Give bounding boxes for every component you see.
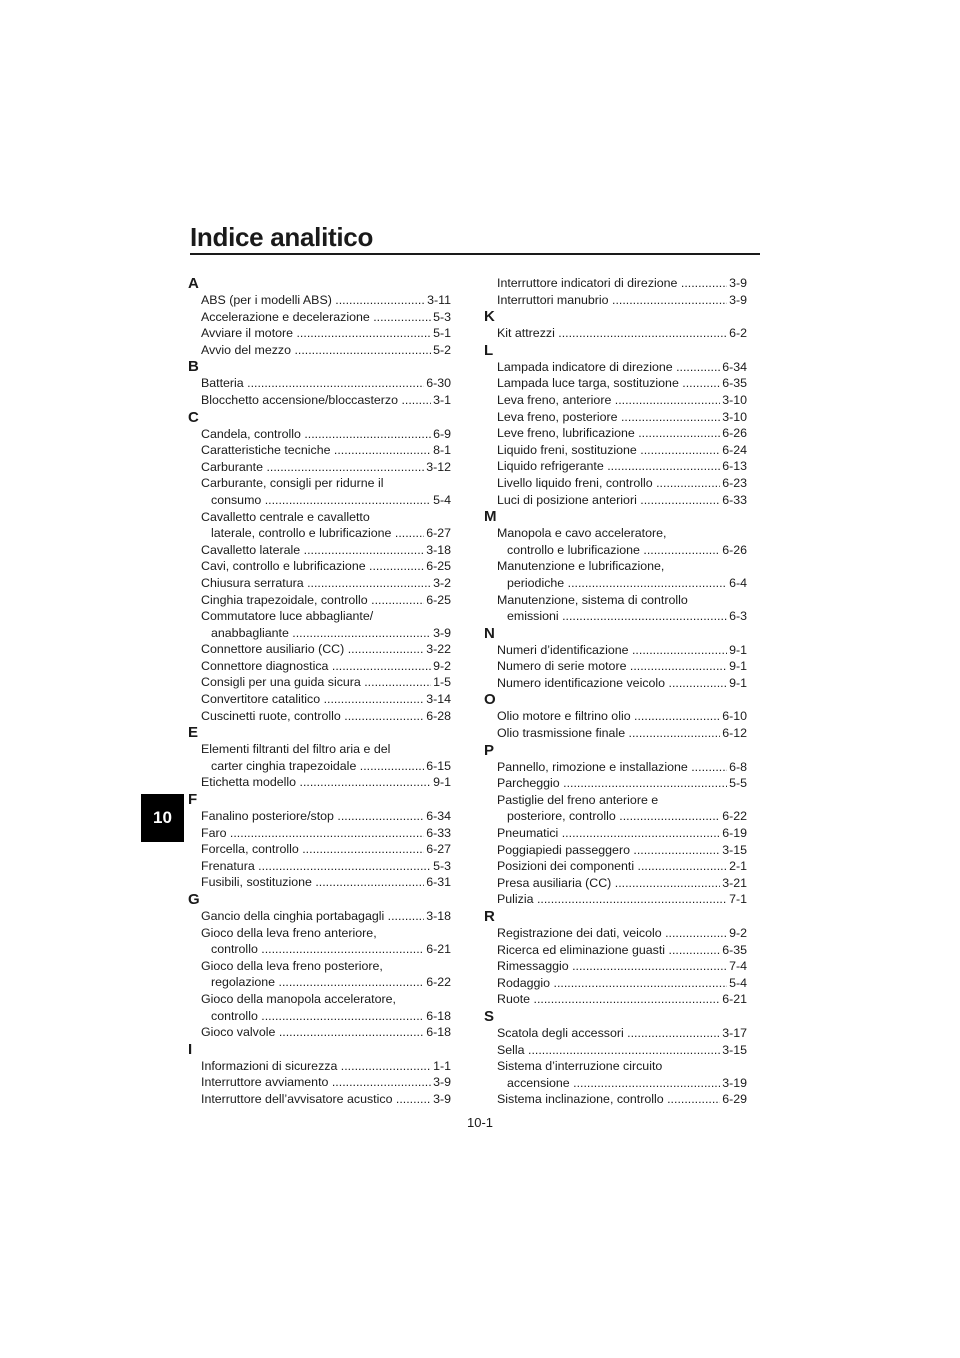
index-entry-page: 9-1: [433, 775, 451, 790]
index-column-right: [484, 275, 747, 1108]
index-entry-page: 9-1: [729, 675, 747, 690]
page-title: Indice analitico: [190, 222, 374, 252]
index-entry-term: Cinghia trapezoidale, controllo .....: [201, 592, 451, 609]
index-entry-page: 6-22: [426, 975, 451, 990]
index-entry-page: 8-1: [433, 443, 451, 458]
index-entry: [188, 874, 451, 891]
index-entry: [188, 708, 451, 725]
index-entry-page: 1-5: [433, 675, 451, 690]
index-entry: [484, 925, 747, 942]
index-entry-page: 3-10: [722, 392, 747, 407]
index-entry-page: 7-4: [729, 959, 747, 974]
index-letter-e: E: [188, 724, 199, 742]
index-entry-page: 3-15: [722, 842, 747, 857]
index-entry-term: Liquido refrigerante .....: [497, 458, 747, 475]
index-entry: [188, 1074, 451, 1091]
index-entry-term: consumo .....: [201, 492, 451, 509]
index-letter-a: A: [188, 275, 199, 292]
index-entry: [484, 1058, 747, 1091]
index-entry-page: 6-2: [729, 326, 747, 341]
index-entry-term: Lampada luce targa, sostituzione .....: [497, 375, 747, 392]
index-letter-g: G: [188, 891, 200, 908]
index-entry: [188, 691, 451, 708]
index-entry: [188, 509, 451, 542]
index-entry: [484, 991, 747, 1008]
index-entry: [188, 292, 451, 309]
index-entry-term: Numero di serie motore .....: [497, 658, 747, 675]
index-entry: [484, 642, 747, 659]
index-entry-term: Cuscinetti ruote, controllo .....: [201, 708, 451, 725]
index-entry: [484, 425, 747, 442]
index-entry-term: emissioni .....: [497, 608, 747, 625]
index-entry-term: Ricerca ed eliminazione guasti .....: [497, 942, 747, 959]
index-entry-page: 6-15: [426, 758, 451, 773]
index-entry: [484, 975, 747, 992]
index-letter-s: S: [484, 1007, 495, 1025]
index-entry-term: Ruote .....: [497, 991, 747, 1008]
index-entry: [188, 925, 451, 958]
index-entry: [484, 942, 747, 959]
index-entry-page: 6-24: [722, 442, 747, 457]
index-entry: [484, 825, 747, 842]
index-entry: [484, 891, 747, 908]
index-entry: [484, 292, 747, 309]
index-entry-page: 6-21: [722, 992, 747, 1007]
index-entry-term: Convertitore catalitico .....: [201, 691, 451, 708]
index-entry-page: 3-21: [722, 875, 747, 890]
index-entry: [484, 675, 747, 692]
index-column-left: [188, 275, 451, 1108]
index-entry-term: Accelerazione e decelerazione .....: [201, 309, 451, 326]
index-entry-page: 6-34: [722, 359, 747, 374]
index-entry-page: 6-3: [729, 609, 747, 624]
index-letter-c: C: [188, 408, 199, 426]
index-entry: [484, 392, 747, 409]
index-entry-term: Cavalletto laterale .....: [201, 542, 451, 559]
index-entry-term: Numeri d’identificazione .....: [497, 642, 747, 659]
index-entry: [188, 958, 451, 991]
index-entry-term: Interruttori manubrio .....: [497, 292, 747, 309]
index-entry-term: Gioco valvole .....: [201, 1024, 451, 1041]
index-entry-term: Interruttore indicatori di direzione .....: [497, 275, 747, 292]
index-entry: [484, 1091, 747, 1108]
index-entry-page: 6-35: [722, 942, 747, 957]
index-entry-page: 3-9: [729, 292, 747, 307]
index-entry-term: Parcheggio .....: [497, 775, 747, 792]
index-entry-page: 6-35: [722, 376, 747, 391]
index-entry-page: 5-2: [433, 342, 451, 357]
index-entry-page: 6-33: [722, 492, 747, 507]
index-entry-term: carter cinghia trapezoidale .....: [201, 758, 451, 775]
index-entry-term: Informazioni di sicurezza .....: [201, 1058, 451, 1075]
index-entry: [484, 442, 747, 459]
index-entry: [484, 958, 747, 975]
index-entry: [188, 426, 451, 443]
index-entry-term: Connettore diagnostica .....: [201, 658, 451, 675]
index-entry-page: 5-1: [433, 326, 451, 341]
index-entry: [188, 858, 451, 875]
index-entry-term: ABS (per i modelli ABS) .....: [201, 292, 451, 309]
index-entry-term: Fusibili, sostituzione .....: [201, 874, 451, 891]
index-entry-term: Pannello, rimozione e installazione .....: [497, 759, 747, 776]
index-entry-term: Sella .....: [497, 1042, 747, 1059]
index-letter-o: O: [484, 691, 496, 709]
index-entry-term: Avvio del mezzo .....: [201, 342, 451, 359]
index-entry-page: 6-18: [426, 1025, 451, 1040]
index-entry: [188, 674, 451, 691]
index-entry: [188, 542, 451, 559]
index-entry-page: 6-22: [722, 809, 747, 824]
index-entry-term: Connettore ausiliario (CC) .....: [201, 641, 451, 658]
index-entry-term: Numero identificazione veicolo .....: [497, 675, 747, 692]
index-entry-term: Interruttore dell’avvisatore acustico .....: [201, 1091, 451, 1108]
index-entry: [484, 458, 747, 475]
index-entry-term: Batteria .....: [201, 375, 451, 392]
index-entry-term: Consigli per una guida sicura .....: [201, 674, 451, 691]
index-entry-term: Livello liquido freni, controllo .....: [497, 475, 747, 492]
index-letter-b: B: [188, 358, 199, 376]
index-entry-page: 3-2: [433, 575, 451, 590]
index-entry-page: 2-1: [729, 859, 747, 874]
index-entry-term: controllo .....: [201, 1008, 451, 1025]
index-entry: [188, 375, 451, 392]
index-entry: [188, 442, 451, 459]
index-letter-f: F: [188, 791, 198, 809]
index-entry-page: 1-1: [433, 1058, 451, 1073]
index-letter-m: M: [484, 508, 497, 526]
index-entry: [484, 1042, 747, 1059]
index-entry: [188, 309, 451, 326]
index-entry-term: Rimessaggio .....: [497, 958, 747, 975]
index-entry-term: periodiche .....: [497, 575, 747, 592]
index-entry-page: 6-25: [426, 592, 451, 607]
index-entry: [484, 492, 747, 509]
index-letter-p: P: [484, 741, 495, 759]
index-entry-page: 9-2: [433, 658, 451, 673]
index-entry: [188, 392, 451, 409]
index-entry-page: 6-27: [426, 526, 451, 541]
index-entry-page: 6-26: [722, 542, 747, 557]
index-entry: [484, 525, 747, 558]
index-entry-term: Etichetta modello .....: [201, 774, 451, 791]
index-entry: [484, 359, 747, 376]
index-entry-page: 6-8: [729, 759, 747, 774]
index-entry: [484, 658, 747, 675]
index-entry-page: 6-29: [722, 1092, 747, 1107]
index-entry-term: Kit attrezzi .....: [497, 325, 747, 342]
index-entry-term: Forcella, controllo .....: [201, 841, 451, 858]
index-entry-term: Chiusura serratura .....: [201, 575, 451, 592]
index-entry-term: Sistema d’interruzione circuito: [497, 1059, 663, 1074]
index-entry-page: 6-26: [722, 426, 747, 441]
index-entry-page: 3-14: [426, 692, 451, 707]
index-entry-term: Registrazione dei dati, veicolo .....: [497, 925, 747, 942]
index-entry-term: Scatola degli accessori .....: [497, 1025, 747, 1042]
index-entry-term: Frenatura .....: [201, 858, 451, 875]
index-entry-term: Blocchetto accensione/bloccasterzo .....: [201, 392, 451, 409]
index-entry-term: Fanalino posteriore/stop .....: [201, 808, 451, 825]
index-entry-term: Gioco della leva freno anteriore,: [201, 925, 377, 940]
index-entry: [188, 774, 451, 791]
index-entry-term: Candela, controllo .....: [201, 426, 451, 443]
index-entry-term: Pastiglie del freno anteriore e: [497, 792, 659, 807]
index-entry-page: 6-23: [722, 475, 747, 490]
index-entry-page: 9-2: [729, 926, 747, 940]
index-entry-page: 6-28: [426, 708, 451, 723]
index-entry: [188, 558, 451, 575]
index-letter-k: K: [484, 308, 495, 326]
index-entry-term: regolazione .....: [201, 974, 451, 991]
index-entry: [188, 658, 451, 675]
index-entry-term: Olio trasmissione finale .....: [497, 725, 747, 742]
index-entry-page: 6-30: [426, 376, 451, 391]
index-entry: [188, 991, 451, 1024]
index-entry-page: 7-1: [729, 892, 747, 907]
index-entry: [188, 592, 451, 609]
index-entry-page: 5-3: [433, 858, 451, 873]
chapter-tab: 10: [141, 794, 184, 842]
index-entry-page: 6-9: [433, 426, 451, 441]
index-entry: [188, 325, 451, 342]
index-entry-term: Gioco della manopola acceleratore,: [201, 991, 396, 1006]
index-entry-page: 5-3: [433, 309, 451, 324]
index-entry-page: 9-1: [729, 642, 747, 657]
index-entry-term: Pneumatici .....: [497, 825, 747, 842]
index-entry-term: posteriore, controllo .....: [497, 808, 747, 825]
index-entry-term: anabbagliante .....: [201, 625, 451, 642]
index-entry-page: 6-27: [426, 842, 451, 857]
index-entry-page: 6-18: [426, 1008, 451, 1023]
index-entry-page: 3-19: [722, 1075, 747, 1090]
index-entry-term: Carburante, consigli per ridurne il: [201, 476, 384, 491]
index-entry-page: 5-4: [433, 492, 451, 507]
index-entry-term: laterale, controllo e lubrificazione .....: [201, 525, 451, 542]
index-entry-term: Commutatore luce abbagliante/: [201, 609, 374, 624]
index-entry-page: 3-18: [426, 542, 451, 557]
index-entry-page: 6-33: [426, 825, 451, 840]
index-entry-page: 6-13: [722, 459, 747, 474]
index-entry: [484, 592, 747, 625]
index-entry-page: 3-18: [426, 909, 451, 923]
index-entry: [188, 608, 451, 641]
index-entry: [484, 558, 747, 591]
index-entry: [188, 475, 451, 508]
index-entry-term: Cavi, controllo e lubrificazione .....: [201, 558, 451, 575]
index-entry-page: 6-12: [722, 726, 747, 741]
index-entry-term: Liquido freni, sostituzione .....: [497, 442, 747, 459]
index-entry: [484, 775, 747, 792]
index-entry: [188, 1058, 451, 1075]
index-entry-term: Poggiapiedi passeggero .....: [497, 842, 747, 859]
index-entry: [188, 342, 451, 359]
index-entry-term: accensione .....: [497, 1075, 747, 1092]
index-entry-page: 3-9: [729, 276, 747, 290]
index-entry-term: Lampada indicatore di direzione .....: [497, 359, 747, 376]
index-entry-term: Luci di posizione anteriori .....: [497, 492, 747, 509]
index-entry-page: 3-9: [433, 1075, 451, 1090]
index-letter-n: N: [484, 624, 495, 642]
index-entry-page: 6-25: [426, 559, 451, 574]
index-entry-term: controllo .....: [201, 941, 451, 958]
index-entry: [188, 808, 451, 825]
index-entry: [188, 841, 451, 858]
index-letter-i: I: [188, 1040, 193, 1058]
index-entry-page: 5-4: [729, 975, 747, 990]
index-entry-term: Olio motore e filtrino olio .....: [497, 708, 747, 725]
index-entry: [188, 459, 451, 476]
index-entry-term: Leva freno, anteriore .....: [497, 392, 747, 409]
index-entry: [484, 875, 747, 892]
index-entry-term: Carburante .....: [201, 459, 451, 476]
index-entry-term: Leva freno, posteriore .....: [497, 409, 747, 426]
index-entry-term: Elementi filtranti del filtro aria e del: [201, 742, 391, 757]
index-entry: [484, 1025, 747, 1042]
index-entry-page: 6-4: [729, 575, 747, 590]
index-entry-page: 6-34: [426, 809, 451, 824]
title-rule: [190, 253, 760, 255]
index-entry: [188, 1091, 451, 1108]
index-entry-term: Manutenzione, sistema di controllo: [497, 592, 688, 607]
index-entry-term: Avviare il motore .....: [201, 325, 451, 342]
index-entry: [484, 792, 747, 825]
index-entry: [188, 908, 451, 925]
page-number: 10-1: [466, 1115, 494, 1130]
index-entry-page: 3-10: [722, 409, 747, 424]
index-entry: [188, 575, 451, 592]
index-entry-page: 6-10: [722, 709, 747, 724]
index-entry-page: 6-31: [426, 875, 451, 890]
index-entry: [188, 825, 451, 842]
index-entry-term: Caratteristiche tecniche .....: [201, 442, 451, 459]
index-entry-term: Rodaggio .....: [497, 975, 747, 992]
index-entry-term: Gancio della cinghia portabagagli .....: [201, 908, 451, 925]
index-entry-page: 3-12: [426, 459, 451, 474]
index-entry: [484, 759, 747, 776]
index-entry-page: 3-9: [433, 625, 451, 640]
index-entry-term: Pulizia .....: [497, 891, 747, 908]
index-entry-page: 9-1: [729, 659, 747, 674]
index-entry-term: Manutenzione e lubrificazione,: [497, 559, 665, 574]
index-entry-term: Faro .....: [201, 825, 451, 842]
index-entry: [484, 475, 747, 492]
index-entry: [188, 641, 451, 658]
index-entry-page: 3-22: [426, 642, 451, 657]
index-entry-term: Interruttore avviamento .....: [201, 1074, 451, 1091]
index-entry-page: 3-11: [427, 293, 451, 307]
index-entry-term: Sistema inclinazione, controllo .....: [497, 1091, 747, 1108]
index-entry: [484, 375, 747, 392]
index-entry: [484, 842, 747, 859]
index-entry-term: Leve freno, lubrificazione .....: [497, 425, 747, 442]
index-entry-term: Gioco della leva freno posteriore,: [201, 958, 383, 973]
index-entry: [484, 325, 747, 342]
index-entry-term: Cavalletto centrale e cavalletto: [201, 509, 370, 524]
index-entry: [484, 275, 747, 292]
index-entry: [484, 725, 747, 742]
index-entry: [188, 1024, 451, 1041]
index-entry: [484, 708, 747, 725]
index-entry: [188, 741, 451, 774]
index-entry-term: Presa ausiliaria (CC) .....: [497, 875, 747, 892]
index-entry-page: 3-9: [433, 1091, 451, 1106]
index-entry-page: 3-1: [433, 392, 451, 407]
index-entry-term: Manopola e cavo acceleratore,: [497, 526, 667, 541]
index-entry: [484, 409, 747, 426]
index-entry-page: 3-15: [722, 1042, 747, 1057]
index-entry-term: controllo e lubrificazione .....: [497, 542, 747, 559]
index-entry-page: 6-19: [722, 826, 747, 841]
index-letter-l: L: [484, 341, 494, 359]
index-entry-page: 6-21: [426, 942, 451, 957]
index-entry-page: 5-5: [729, 776, 747, 791]
index-entry: [484, 858, 747, 875]
index-entry-term: Posizioni dei componenti .....: [497, 858, 747, 875]
index-entry-page: 3-17: [722, 1025, 747, 1040]
index-letter-r: R: [484, 908, 495, 925]
